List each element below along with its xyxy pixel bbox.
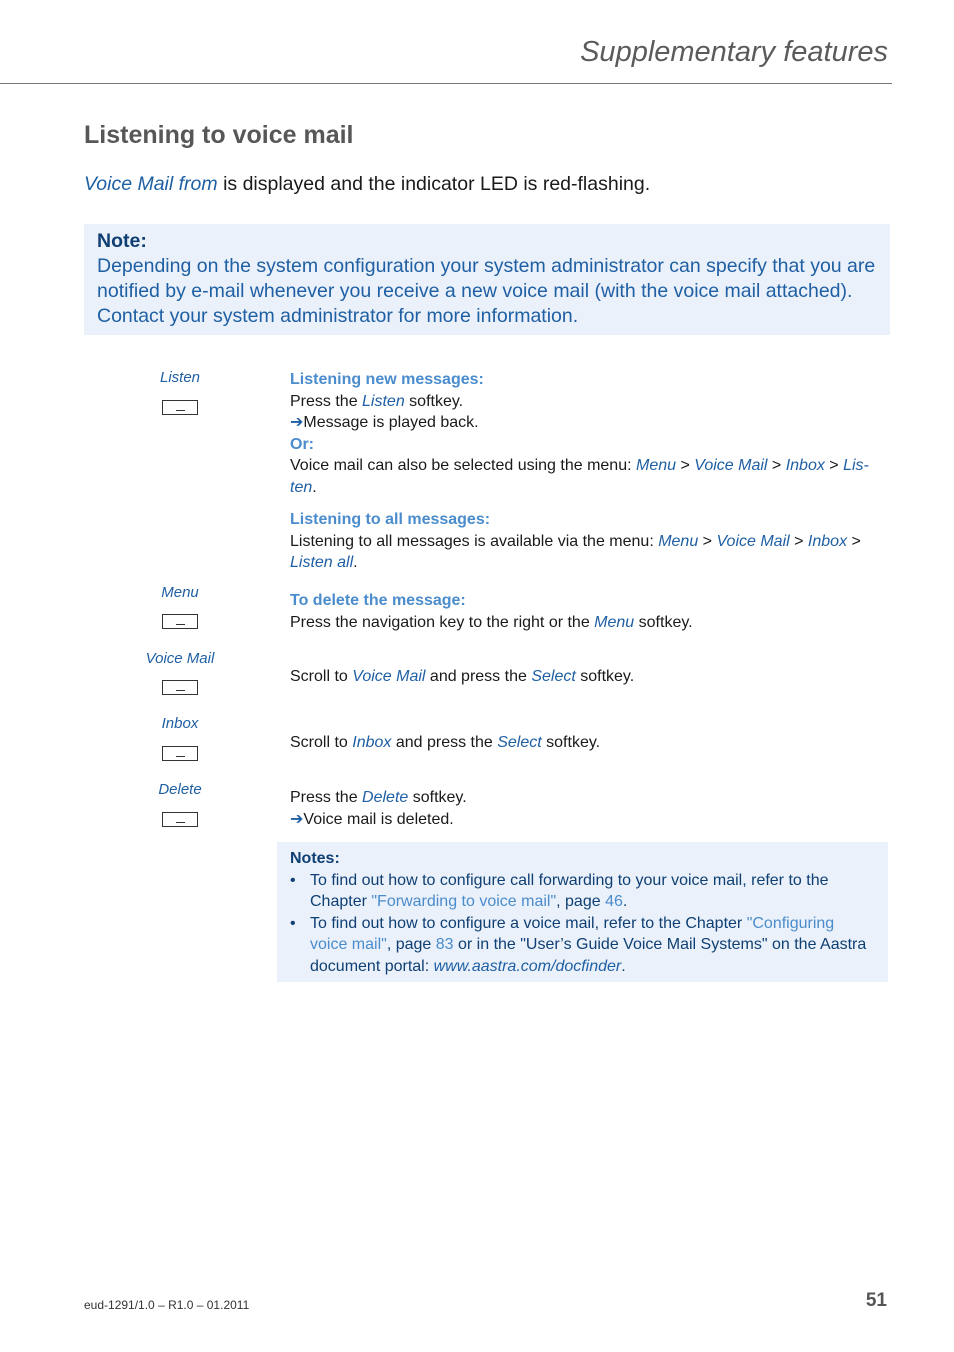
softkey-icon <box>162 614 198 629</box>
key-label-voice-mail: Voice Mail <box>145 650 215 667</box>
note-heading: Note: <box>97 230 147 252</box>
notes-box <box>277 842 888 982</box>
result-arrow-icon: ➔ <box>290 810 304 828</box>
chapter-link[interactable]: "Configuring voice mail" <box>310 914 835 953</box>
key-label-inbox: Inbox <box>161 715 199 732</box>
header-rule <box>0 83 892 84</box>
step-heading: Listening new messages: <box>290 371 484 388</box>
running-header: Supplementary features <box>580 36 888 68</box>
step-scroll-voice-mail: Scroll to Voice Mail and press the Select softkey. <box>290 668 635 685</box>
step-listen-all: Listening to all messages: Listening to all messages is available via the menu: Menu > Voice Mail > Inbox > Listen all. <box>290 509 880 574</box>
result-arrow-icon: ➔ <box>290 414 304 431</box>
notes-bullet: • To find out how to configure a voice mail, refer to the Chapter "Configuring voice mail", page 83 or in the "User’s Guide Voice Mail Systems" on the Aastra document portal: www.aastra.com/docfinder. <box>290 913 875 978</box>
step-listen-new: Listening new messages: Press the Listen softkey. ➔Message is played back. Or: Voice mail can also be selected using the menu: Menu > Voice Mail > Inbox > Lis- ten. <box>290 369 880 498</box>
step-heading: To delete the message: <box>290 592 466 609</box>
display-text: Voice Mail from <box>84 173 218 195</box>
or-label: Or: <box>290 435 314 453</box>
notes-bullet: • To find out how to configure call forwarding to your voice mail, refer to the Chapter "Forwarding to voice mail", page 46. <box>290 870 875 913</box>
step-press-delete: Press the Delete softkey. ➔Voice mail is deleted. <box>290 789 467 828</box>
key-label-listen: Listen <box>159 369 201 386</box>
section-title: Listening to voice mail <box>84 121 354 149</box>
page-number: 51 <box>865 1290 887 1311</box>
page-link[interactable]: 83 <box>435 936 454 953</box>
softkey-icon <box>162 746 198 761</box>
step-delete: To delete the message: Press the navigation key to the right or the Menu softkey. <box>290 590 880 633</box>
note-box <box>84 224 890 335</box>
footer-doc-id: eud-1291/1.0 – R1.0 – 01.2011 <box>84 1298 250 1312</box>
step-heading: Listening to all messages: <box>290 511 491 528</box>
key-label-menu: Menu <box>161 584 199 601</box>
softkey-icon <box>162 812 198 827</box>
docfinder-link[interactable]: www.aastra.com/docfinder <box>433 957 622 975</box>
page-link[interactable]: 46 <box>605 893 623 910</box>
key-label-delete: Delete <box>158 781 202 798</box>
intro-text: is displayed and the indicator LED is red-flashing. <box>217 173 651 195</box>
step-scroll-inbox: Scroll to Inbox and press the Select softkey. <box>290 734 601 751</box>
softkey-icon <box>162 680 198 695</box>
notes-heading: Notes: <box>290 850 340 867</box>
softkey-icon <box>162 400 198 415</box>
intro-paragraph <box>84 173 650 196</box>
chapter-link[interactable]: "Forwarding to voice mail" <box>371 893 557 910</box>
note-text: Depending on the system configuration your system administrator can specify that you are notified by e-mail whenever you receive a new voice mail (with the voice mail attached). Contact your system administrator for more information. <box>97 255 876 327</box>
